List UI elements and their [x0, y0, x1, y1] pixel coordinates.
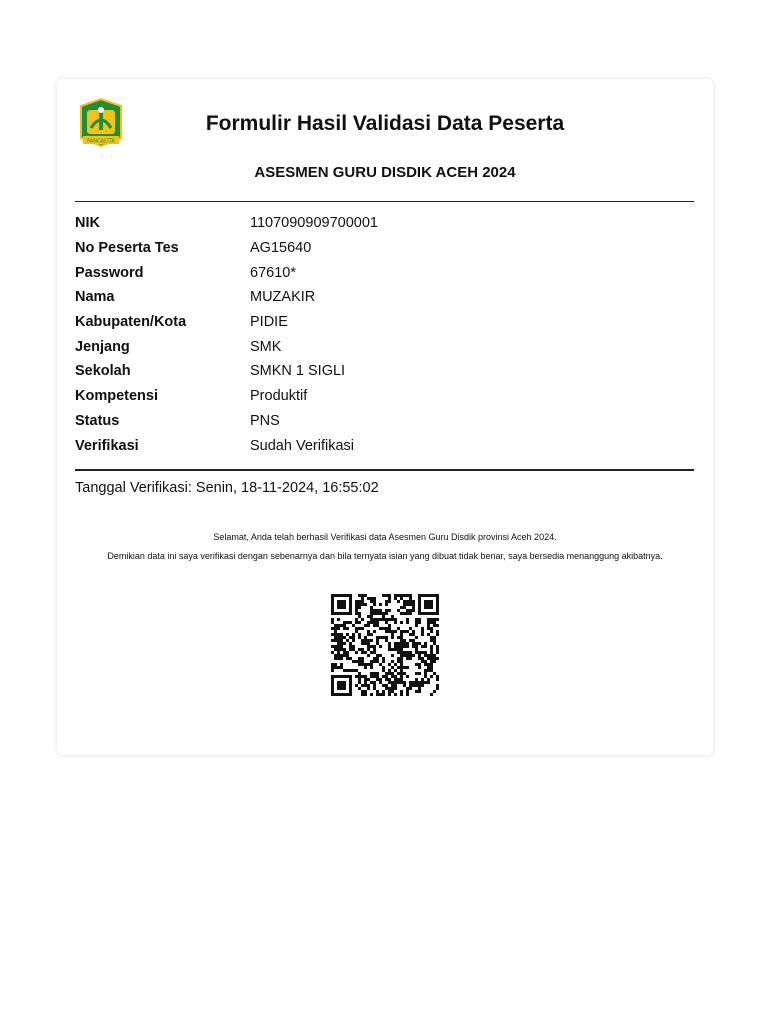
field-row-kabupaten	[75, 310, 694, 335]
field-label: Status	[75, 412, 120, 429]
field-label: Password	[75, 264, 144, 281]
field-value: 67610*	[250, 264, 296, 281]
field-row-kompetensi	[75, 384, 694, 409]
field-label: No Peserta Tes	[75, 240, 179, 257]
verification-date: Tanggal Verifikasi: Senin, 18-11-2024, 16:55:02	[75, 480, 379, 496]
field-value: SMKN 1 SIGLI	[250, 363, 346, 380]
field-row-verifikasi	[75, 433, 694, 458]
field-value: SMK	[250, 338, 282, 355]
participant-data-list	[75, 211, 694, 458]
field-row-nama	[75, 285, 694, 310]
field-value: MUZAKIR	[250, 289, 316, 306]
validation-form-card	[57, 79, 713, 755]
field-label: Verifikasi	[75, 437, 139, 454]
field-row-nik	[75, 211, 694, 236]
field-row-jenjang	[75, 334, 694, 359]
field-row-no-peserta	[75, 236, 694, 261]
field-label: Kabupaten/Kota	[75, 314, 187, 331]
declaration-note: Demikian data ini saya verifikasi dengan sebenarnya dan bila ternyata isian yang dibuat tidak benar, saya bersedia menanggung akibatnya.	[107, 551, 663, 561]
field-label: Nama	[75, 289, 115, 306]
field-value: Produktif	[250, 388, 308, 405]
field-value: Sudah Verifikasi	[250, 437, 354, 454]
field-value: 1107090909700001	[250, 215, 378, 232]
divider	[75, 469, 694, 471]
divider	[75, 201, 694, 202]
field-label: Kompetensi	[75, 388, 158, 405]
field-label: Jenjang	[75, 338, 130, 355]
field-row-status	[75, 409, 694, 434]
page-title: Formulir Hasil Validasi Data Peserta	[205, 112, 565, 135]
confirmation-note: Selamat, Anda telah berhasil Verifikasi data Asesmen Guru Disdik provinsi Aceh 2024.	[213, 532, 557, 542]
field-label: NIK	[75, 215, 100, 232]
field-row-password	[75, 260, 694, 285]
page-subtitle: ASESMEN GURU DISDIK ACEH 2024	[254, 164, 516, 181]
qr-code-icon	[331, 594, 439, 696]
svg-text:PANCACITA: PANCACITA	[87, 138, 115, 145]
field-row-sekolah	[75, 359, 694, 384]
field-value: AG15640	[250, 240, 312, 257]
field-label: Sekolah	[75, 363, 131, 380]
field-value: PIDIE	[250, 314, 288, 331]
field-value: PNS	[250, 412, 280, 429]
